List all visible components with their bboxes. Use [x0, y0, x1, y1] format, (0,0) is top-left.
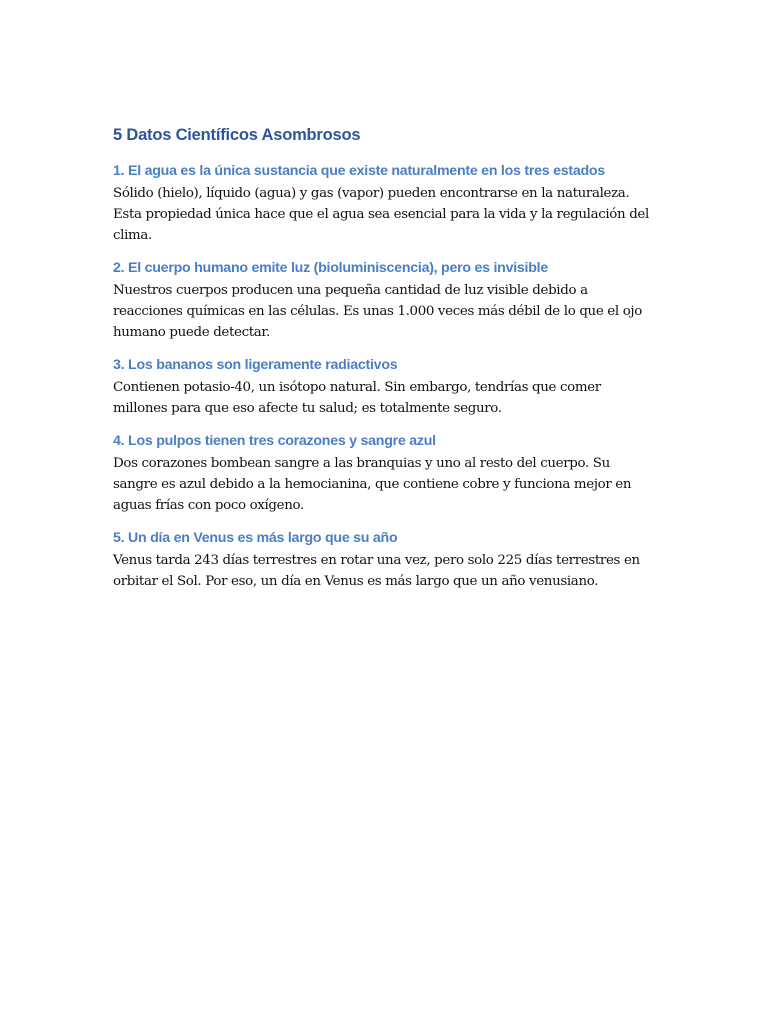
- fact-section-2: [113, 258, 658, 343]
- fact-heading: 2. El cuerpo humano emite luz (bioluminiscencia), pero es invisible: [113, 260, 548, 276]
- document-page: [113, 124, 658, 604]
- fact-section-3: [113, 355, 658, 419]
- fact-body: Contienen potasio-40, un isótopo natural. Sin embargo, tendrías que comer millones para que eso afecte tu salud; es totalmente seguro.: [113, 380, 601, 416]
- fact-heading: 1. El agua es la única sustancia que existe naturalmente en los tres estados: [113, 163, 605, 179]
- fact-heading: 4. Los pulpos tienen tres corazones y sangre azul: [113, 433, 436, 449]
- fact-body: Sólido (hielo), líquido (agua) y gas (vapor) pueden encontrarse en la naturaleza. Esta propiedad única hace que el agua sea esencial para la vida y la regulación del clima.: [113, 186, 649, 243]
- document-title: 5 Datos Científicos Asombrosos: [113, 126, 361, 144]
- fact-section-5: [113, 528, 658, 592]
- fact-body: Venus tarda 243 días terrestres en rotar una vez, pero solo 225 días terrestres en orbitar el Sol. Por eso, un día en Venus es más largo que un año venusiano.: [113, 553, 640, 589]
- fact-body: Dos corazones bombean sangre a las branquias y uno al resto del cuerpo. Su sangre es azul debido a la hemocianina, que contiene cobre y funciona mejor en aguas frías con poco oxígeno.: [113, 456, 632, 513]
- fact-body: Nuestros cuerpos producen una pequeña cantidad de luz visible debido a reacciones químicas en las células. Es unas 1.000 veces más débil de lo que el ojo humano puede detectar.: [113, 283, 642, 340]
- fact-heading: 3. Los bananos son ligeramente radiactivos: [113, 357, 398, 373]
- fact-section-4: [113, 431, 658, 516]
- fact-heading: 5. Un día en Venus es más largo que su año: [113, 530, 398, 546]
- fact-section-1: [113, 161, 658, 246]
